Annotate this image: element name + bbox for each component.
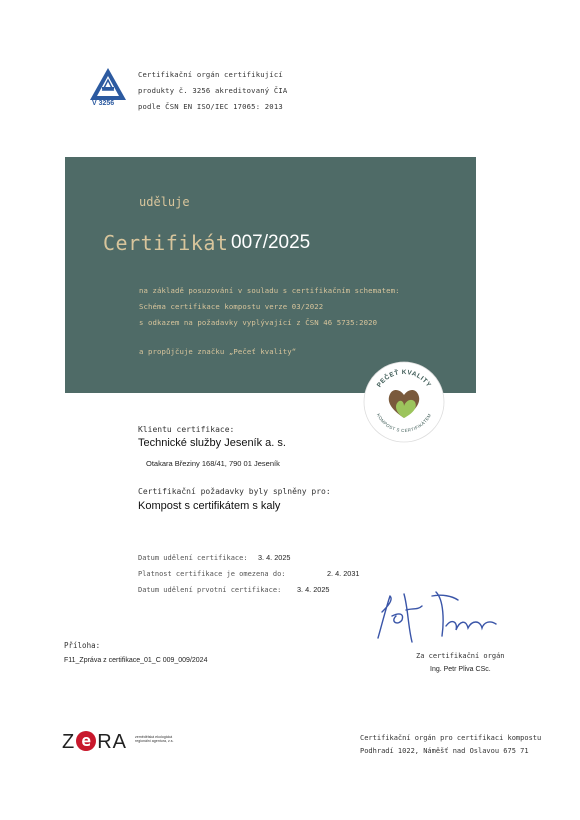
accreditation-code: V 3256 xyxy=(92,100,115,107)
grants-label: uděluje xyxy=(139,195,190,209)
certificate-title: Certifikát xyxy=(103,231,229,255)
requirements-label: Certifikační požadavky byly splněny pro: xyxy=(138,487,331,496)
certified-product: Kompost s certifikátem s kaly xyxy=(138,500,281,512)
scheme-line-2: Schéma certifikace kompostu verze 03/2022 xyxy=(139,302,324,311)
seal-top-text: PEČEŤ KVALITY xyxy=(375,368,433,389)
footer-org-line-2: Podhradí 1022, Náměšť nad Oslavou 675 71 xyxy=(360,747,529,755)
validity-date-value: 2. 4. 2031 xyxy=(327,569,360,578)
quality-mark-line: a propůjčuje značku „Pečeť kvality“ xyxy=(139,347,297,356)
scheme-line-1: na základě posuzování v souladu s certifikačním schematem: xyxy=(139,286,400,295)
quality-seal-logo xyxy=(362,360,446,444)
footer-org-line-1: Certifikační orgán pro certifikaci kompostu xyxy=(360,734,542,742)
signature-for-label: Za certifikační orgán xyxy=(416,652,505,660)
zera-logo-z: Z xyxy=(62,731,76,753)
issue-date-value: 3. 4. 2025 xyxy=(258,553,291,562)
zera-logo-ra: RA xyxy=(97,731,128,753)
zera-logo xyxy=(62,731,127,754)
header-line-3: podle ČSN EN ISO/IEC 17065: 2013 xyxy=(138,102,283,111)
zera-logo-e: e xyxy=(76,731,96,751)
zera-logo-subtitle: zemědělská ekologická regionální agentura, z.s. xyxy=(135,735,174,744)
header-line-2: produkty č. 3256 akreditovaný ČIA xyxy=(138,86,288,95)
header-line-1: Certifikační orgán certifikující xyxy=(138,70,283,79)
client-address: Otakara Březiny 168/41, 790 01 Jeseník xyxy=(146,459,280,468)
client-label: Klientu certifikace: xyxy=(138,425,235,434)
first-issue-date-label: Datum udělení prvotní certifikace: xyxy=(138,586,282,594)
certificate-number: 007/2025 xyxy=(231,232,311,253)
certificate-panel xyxy=(65,157,476,393)
handwritten-signature xyxy=(372,586,502,648)
validity-date-label: Platnost certifikace je omezena do: xyxy=(138,570,286,578)
attachment-value: F11_Zpráva z certifikace_01_C 009_009/2024 xyxy=(64,657,208,664)
signer-name: Ing. Petr Pliva CSc. xyxy=(430,666,491,673)
seal-bottom-text: KOMPOST S CERTIFIKÁTEM xyxy=(375,412,433,434)
first-issue-date-value: 3. 4. 2025 xyxy=(297,585,330,594)
client-name: Technické služby Jeseník a. s. xyxy=(138,437,286,449)
attachment-label: Příloha: xyxy=(64,641,101,650)
issue-date-label: Datum udělení certifikace: xyxy=(138,554,248,562)
scheme-line-3: s odkazem na požadavky vyplývající z ČSN 46 5735:2020 xyxy=(139,318,378,327)
